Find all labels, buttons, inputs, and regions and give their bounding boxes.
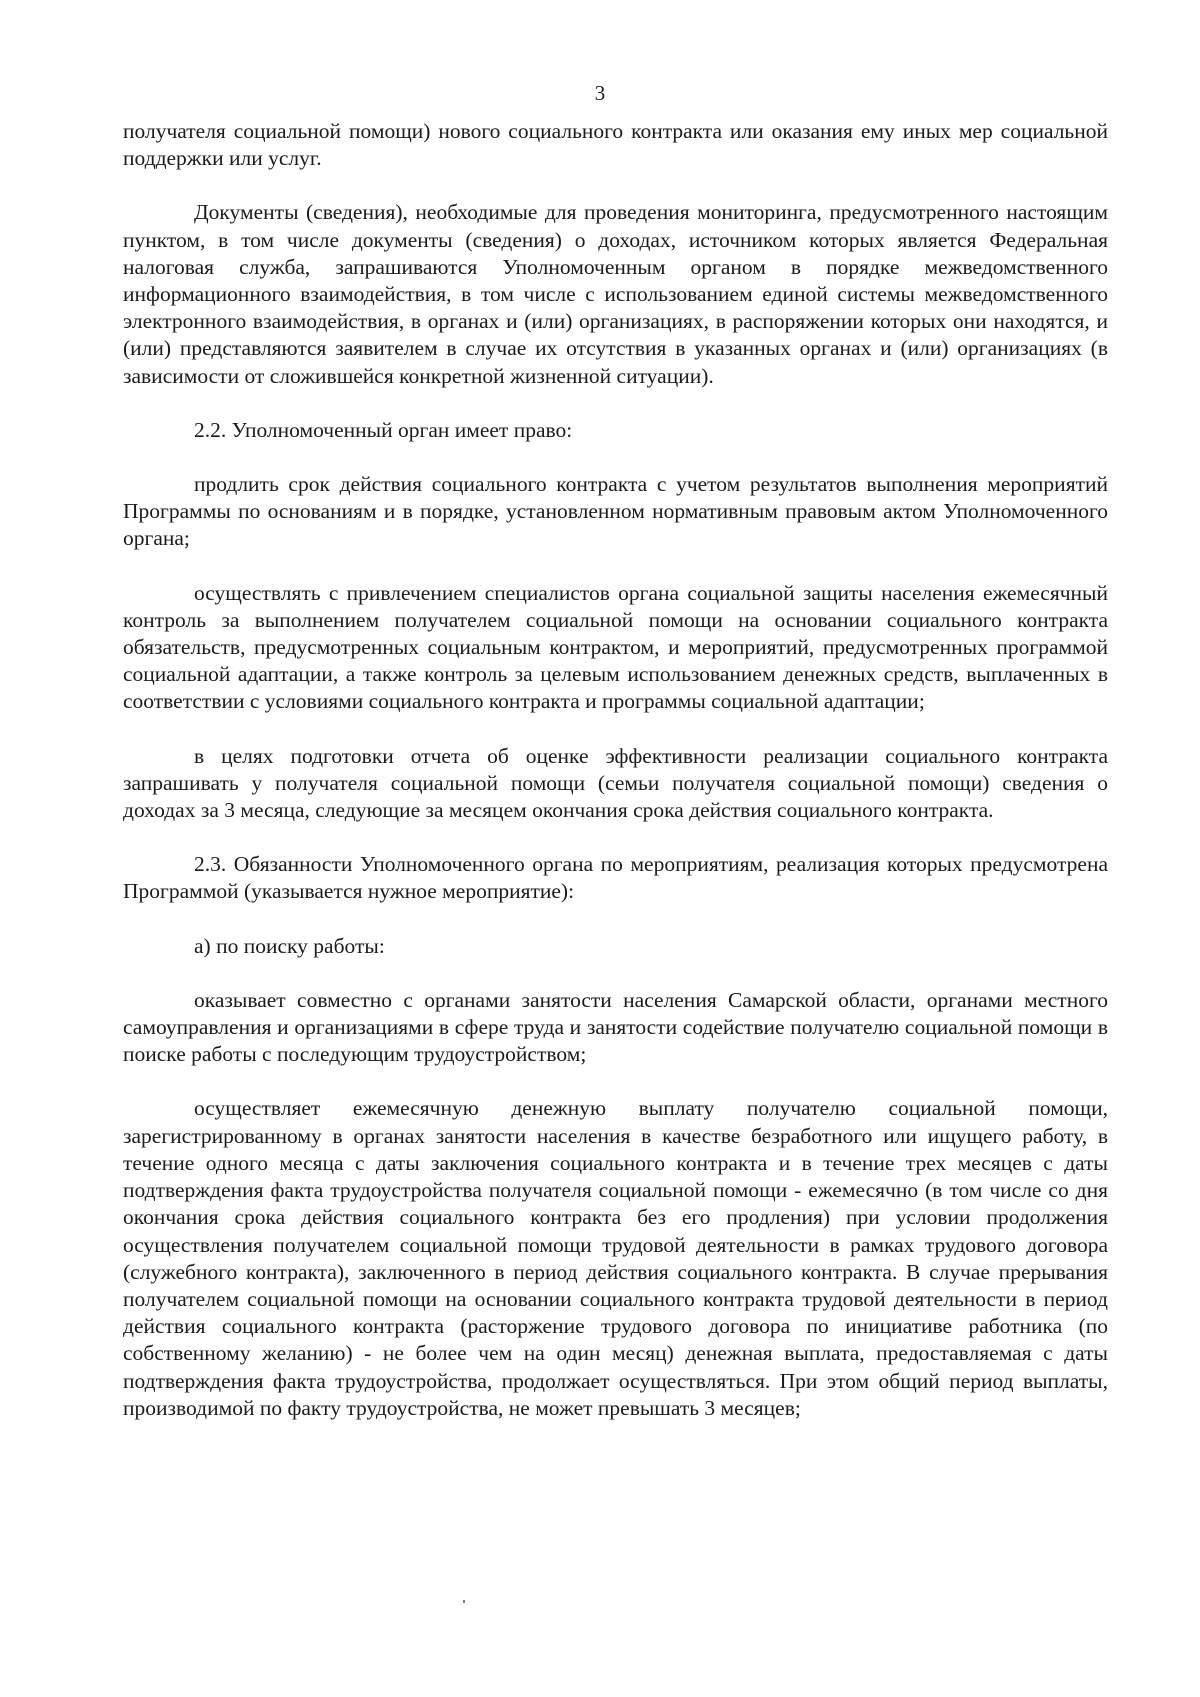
paragraph-job-assistance: оказывает совместно с органами занятости населения Самарской области, органами местного самоуправления и организациями в сфере труда и занятости содействие получателю социальной помощи в поиске работы с последующим трудоустройством; bbox=[123, 987, 1108, 1067]
section-heading-2-2: 2.2. Уполномоченный орган имеет право: bbox=[194, 417, 573, 442]
paragraph-continuation: получателя социальной помощи) нового социального контракта или оказания ему иных мер социальной поддержки или услуг. bbox=[123, 119, 1108, 171]
scan-speck bbox=[463, 1600, 465, 1603]
section-heading-2-3: 2.3. Обязанности Уполномоченного органа по мероприятиям, реализация которых предусмотрена Программой (указывается нужное мероприятие): bbox=[123, 852, 1108, 904]
paragraph-efficiency-report: в целях подготовки отчета об оценке эффективности реализации социального контракта запрашивать у получателя социальной помощи (семьи получателя социальной помощи) сведения о доходах за 3 месяца, следующие за месяцем окончания срока действия социального контракта. bbox=[123, 743, 1108, 823]
subsection-heading-job-search: а) по поиску работы: bbox=[194, 933, 385, 958]
document-body bbox=[123, 118, 1108, 1449]
paragraph-documents-monitoring: Документы (сведения), необходимые для проведения мониторинга, предусмотренного настоящим пунктом, в том числе документы (сведения) о доходах, источником которых является Федеральная налоговая служба, запрашиваются Уполномоченным органом в порядке межведомственного информационного взаимодействия, в том числе с использованием единой системы межведомственного электронного взаимодействия, в органах и (или) организациях, в распоряжении которых они находятся, и (или) представляются заявителем в случае их отсутствия в указанных органах и (или) организациях (в зависимости от сложившейся конкретной жизненной ситуации). bbox=[123, 200, 1108, 388]
paragraph-monthly-control: осуществлять с привлечением специалистов органа социальной защиты населения ежемесячный контроль за выполнением получателем социальной помощи на основании социального контракта обязательств, предусмотренных социальным контрактом, и мероприятий, предусмотренных программой социальной адаптации, а также контроль за целевым использованием денежных средств, выплаченных в соответствии с условиями социального контракта и программы социальной адаптации; bbox=[123, 580, 1108, 714]
page-number: 3 bbox=[594, 81, 606, 105]
paragraph-monthly-payment: осуществляет ежемесячную денежную выплату получателю социальной помощи, зарегистрированному в органах занятости населения в качестве безработного или ищущего работу, в течение одного месяца с даты заключения социального контракта и в течение трех месяцев с даты подтверждения факта трудоустройства получателя социальной помощи - ежемесячно (в том числе со дня окончания срока действия социального контракта без его продления) при условии продолжения осуществления получателем социальной помощи трудовой деятельности в рамках трудового договора (служебного контракта), заключенного в период действия социального контракта. В случае прерывания получателем социальной помощи на основании социального контракта трудовой деятельности в период действия социального контракта (расторжение трудового договора по инициативе работника (по собственному желанию) - не более чем на один месяц) денежная выплата, предоставляемая с даты подтверждения факта трудоустройства, продолжает осуществляться. При этом общий период выплаты, производимой по факту трудоустройства, не может превышать 3 месяцев; bbox=[123, 1096, 1108, 1420]
paragraph-extend-contract: продлить срок действия социального контракта с учетом результатов выполнения мероприятий Программы по основаниям и в порядке, установленном нормативным правовым актом Уполномоченного органа; bbox=[123, 472, 1108, 551]
